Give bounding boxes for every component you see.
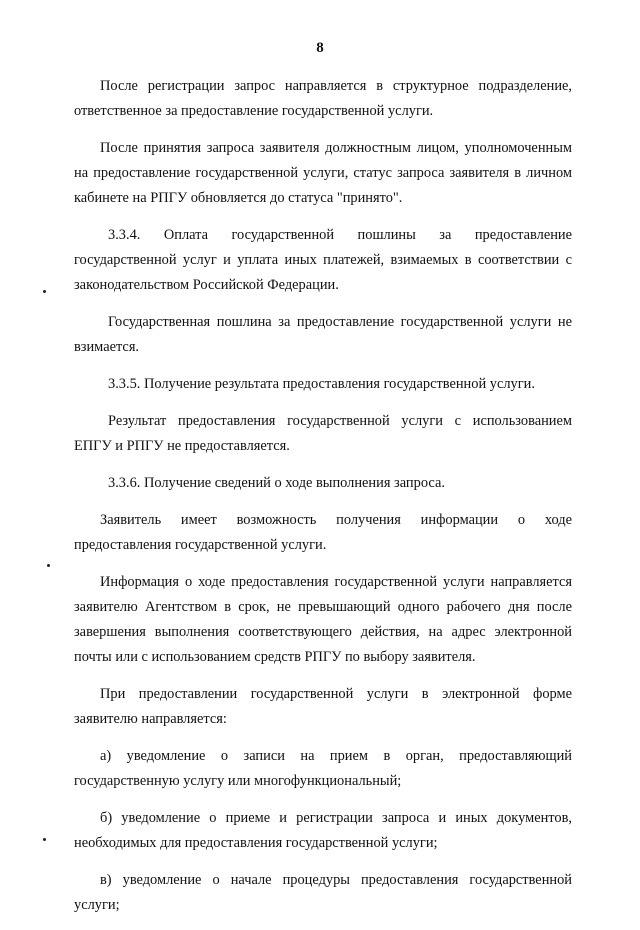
document-body: [74, 74, 572, 930]
section-3-3-6-heading: 3.3.6. Получение сведений о ходе выполнения запроса.: [108, 475, 445, 491]
section-3-3-4-heading: 3.3.4. Оплата государственной пошлины за предоставление государственной услуг и уплата иных платежей, взимаемых в соответствии с законодательством Российской Федерации.: [74, 227, 572, 293]
paragraph-result-not-provided: Результат предоставления государственной услуги с использованием ЕПГУ и РПГУ не предоставляется.: [74, 413, 572, 454]
scan-speck: [43, 290, 46, 293]
paragraph-registration: После регистрации запрос направляется в структурное подразделение, ответственное за предоставление государственной услуги.: [74, 78, 572, 119]
list-item-c: в) уведомление о начале процедуры предоставления государственной услуги;: [74, 872, 572, 913]
section-3-3-5-heading: 3.3.5. Получение результата предоставления государственной услуги.: [108, 376, 535, 392]
scan-speck: [43, 838, 46, 841]
list-item-b: б) уведомление о приеме и регистрации запроса и иных документов, необходимых для предоставления государственной услуги;: [74, 810, 572, 851]
paragraph-fee-not-charged: Государственная пошлина за предоставление государственной услуги не взимается.: [74, 314, 572, 355]
paragraph-progress-info-possibility: Заявитель имеет возможность получения информации о ходе предоставления государственной услуги.: [74, 512, 572, 553]
list-item-a: а) уведомление о записи на прием в орган, предоставляющий государственную услугу или многофункциональный;: [74, 748, 572, 789]
paragraph-progress-info-delivery: Информация о ходе предоставления государственной услуги направляется заявителю Агентством в срок, не превышающий одного рабочего дня после завершения выполнения соответствующего действия, на адрес электронной почты или с использованием средств РПГУ по выбору заявителя.: [74, 574, 572, 665]
paragraph-status-update: После принятия запроса заявителя должностным лицом, уполномоченным на предоставление государственной услуги, статус запроса заявителя в личном кабинете на РПГУ обновляется до статуса "принято".: [74, 140, 572, 206]
paragraph-electronic-notifications-intro: При предоставлении государственной услуги в электронной форме заявителю направляется:: [74, 686, 572, 727]
page-number: 8: [316, 40, 324, 56]
scan-speck: [47, 564, 50, 567]
